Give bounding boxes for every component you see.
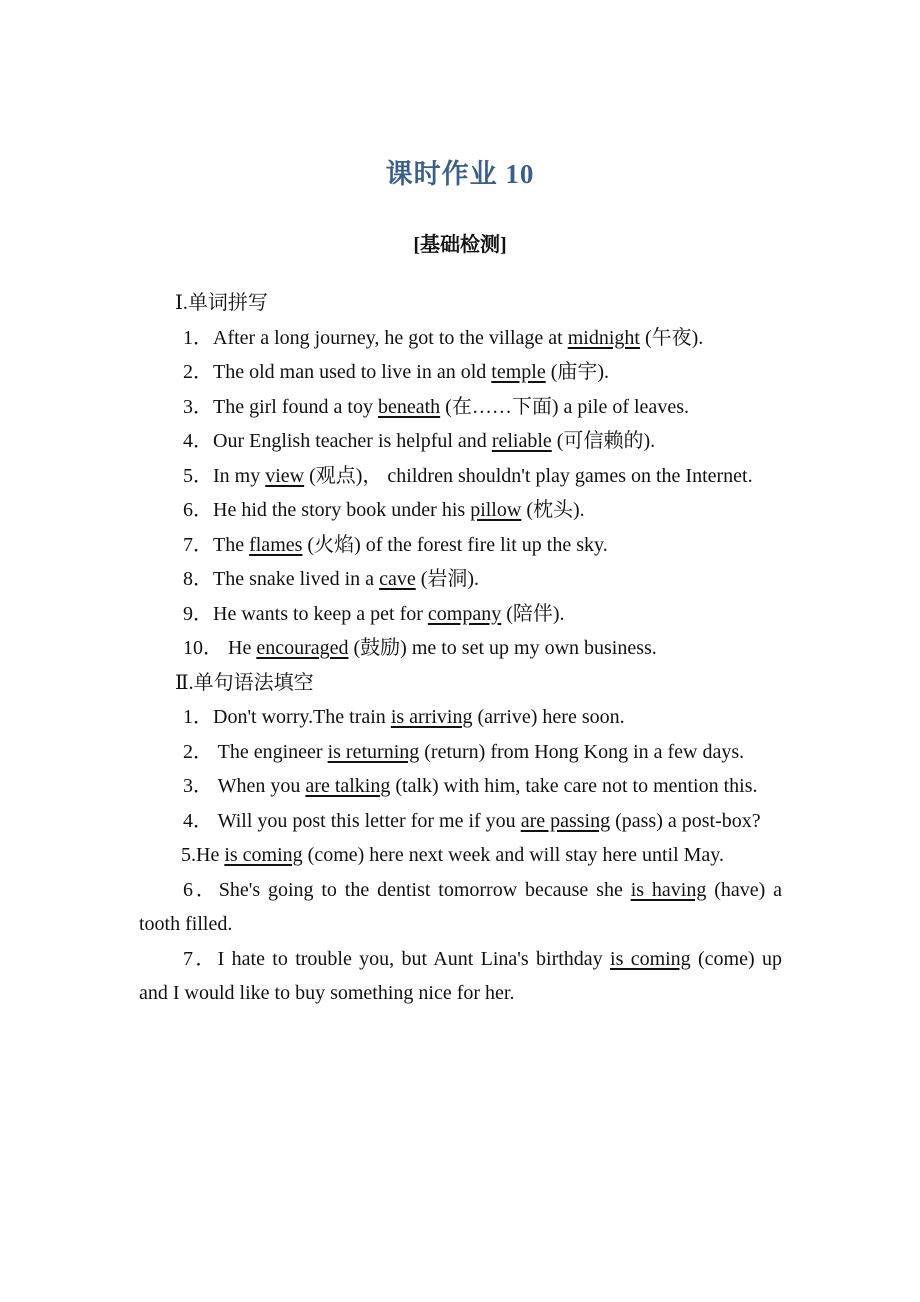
item-text-before: 7．I hate to trouble you, but Aunt Lina's birthday xyxy=(183,947,611,970)
item-text-before: 4．Our English teacher is helpful and xyxy=(183,430,492,452)
item-text-after: (可信赖的). xyxy=(551,430,656,452)
item-text-after: (have) a tooth filled. xyxy=(139,878,782,935)
item-text-after: (观点)， children shouldn't play games on the Internet. xyxy=(304,464,753,487)
exercise-item xyxy=(139,528,782,563)
answer-blank: are passing xyxy=(520,809,611,832)
answer-blank: are talking xyxy=(305,775,391,797)
answer-blank: temple xyxy=(491,361,546,383)
item-text-before: 6．She's going to the dentist tomorrow because she xyxy=(183,878,631,901)
section-heading-2: Ⅱ.单句语法填空 xyxy=(175,671,314,694)
exercise-item xyxy=(139,873,782,942)
item-text-after: (talk) with him, take care not to mention this. xyxy=(390,775,758,797)
item-text-after: (庙宇). xyxy=(545,361,610,383)
exercise-item xyxy=(139,355,782,390)
answer-blank: is arriving xyxy=(390,706,473,728)
section-heading-1: Ⅰ.单词拼写 xyxy=(175,292,268,314)
answer-blank: view xyxy=(265,464,305,487)
answer-blank: cave xyxy=(379,568,416,590)
item-text-after: (鼓励) me to set up my own business. xyxy=(348,637,657,659)
item-text-before: 8．The snake lived in a xyxy=(183,568,380,590)
item-text-before: 4． Will you post this letter for me if you xyxy=(183,809,521,832)
exercise-item xyxy=(139,390,782,425)
exercise-item xyxy=(139,424,782,459)
answer-blank: is returning xyxy=(327,740,420,763)
answer-blank: midnight xyxy=(567,326,640,349)
item-text-after: (陪伴). xyxy=(501,602,565,625)
page-title: 课时作业 10 xyxy=(385,159,535,189)
item-text-before: 5.He xyxy=(181,844,225,866)
answer-blank: pillow xyxy=(470,499,522,521)
item-text-after: (在……下面) a pile of leaves. xyxy=(440,395,689,418)
item-text-after: (岩洞). xyxy=(415,568,480,590)
exercise-item xyxy=(139,700,782,735)
exercise-item xyxy=(139,735,782,770)
item-text-after: (火焰) of the forest fire lit up the sky. xyxy=(302,533,608,556)
item-text-before: 5．In my xyxy=(183,464,266,487)
answer-blank: company xyxy=(427,602,502,625)
item-text-after: (arrive) here soon. xyxy=(472,706,625,728)
item-text-before: 2． The engineer xyxy=(183,740,328,763)
item-text-before: 3．The girl found a toy xyxy=(183,395,378,418)
item-text-before: 10． He xyxy=(183,637,257,659)
item-text-before: 1．Don't worry.The train xyxy=(183,706,391,728)
item-text-before: 1．After a long journey, he got to the village at xyxy=(183,326,568,349)
exercise-item xyxy=(139,493,782,528)
answer-blank: is having xyxy=(630,878,707,901)
exercise-item xyxy=(139,804,782,839)
answer-blank: flames xyxy=(249,533,303,556)
exercise-item xyxy=(139,597,782,632)
worksheet-content xyxy=(139,286,782,1011)
item-text-before: 9．He wants to keep a pet for xyxy=(183,602,428,625)
item-text-before: 2．The old man used to live in an old xyxy=(183,361,492,383)
item-text-after: (return) from Hong Kong in a few days. xyxy=(419,740,745,763)
item-text-before: 7．The xyxy=(183,533,250,556)
exercise-item xyxy=(139,459,782,494)
exercise-item xyxy=(139,562,782,597)
section-2-list xyxy=(139,700,782,1011)
exercise-item xyxy=(139,631,782,666)
answer-blank: reliable xyxy=(491,430,552,452)
exercise-item xyxy=(139,769,782,804)
item-text-after: (come) up and I would like to buy something nice for her. xyxy=(139,947,782,1004)
section-subtitle: [基础检测] xyxy=(413,234,507,256)
exercise-item xyxy=(139,321,782,356)
answer-blank: encouraged xyxy=(256,637,349,659)
item-text-after: (枕头). xyxy=(521,499,585,521)
item-text-before: 6．He hid the story book under his xyxy=(183,499,471,521)
exercise-item xyxy=(139,838,782,873)
item-text-after: (pass) a post-box? xyxy=(610,809,761,832)
exercise-item xyxy=(139,942,782,1011)
item-text-before: 3． When you xyxy=(183,775,306,797)
item-text-after: (午夜). xyxy=(639,326,704,349)
section-1-list xyxy=(139,321,782,666)
answer-blank: is coming xyxy=(224,844,303,866)
answer-blank: beneath xyxy=(377,395,441,418)
answer-blank: is coming xyxy=(610,947,691,970)
item-text-after: (come) here next week and will stay here until May. xyxy=(302,844,724,866)
